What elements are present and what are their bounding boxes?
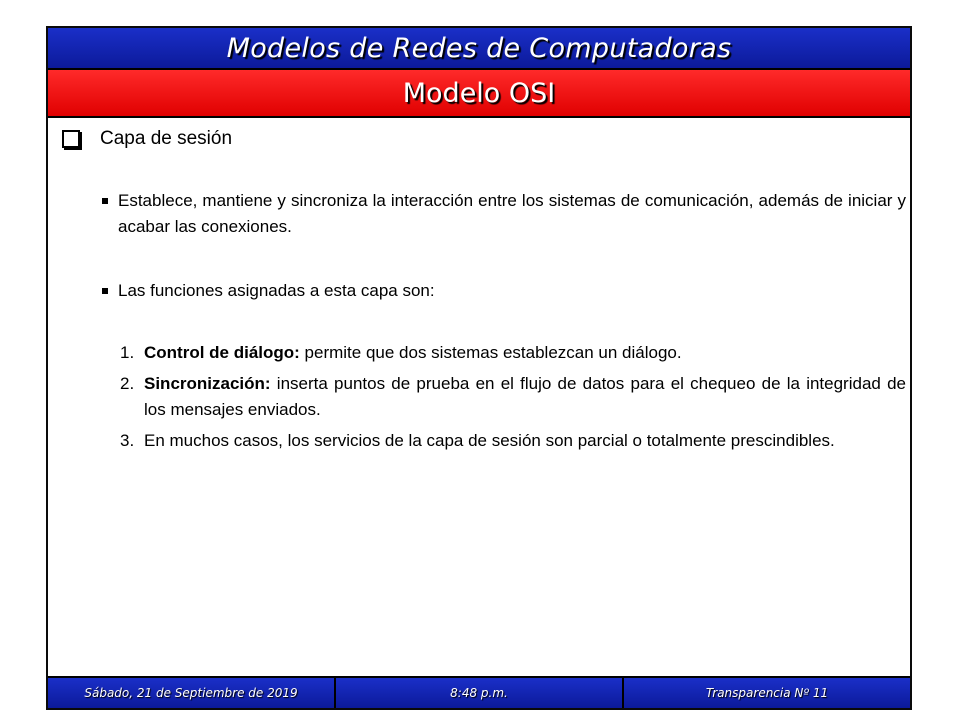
list-item-term: Sincronización: bbox=[144, 374, 271, 393]
list-item-description: En muchos casos, los servicios de la capa de sesión son parcial o totalmente prescindibles. bbox=[144, 431, 835, 450]
list-item-text bbox=[144, 428, 906, 454]
paragraph-text: Establece, mantiene y sincroniza la interacción entre los sistemas de comunicación, además de iniciar y acabar las conexiones. bbox=[118, 191, 906, 236]
checkbox-bullet-icon bbox=[62, 130, 80, 148]
list-item-text bbox=[144, 340, 906, 366]
list-item-term: Control de diálogo: bbox=[144, 343, 300, 362]
slide-content bbox=[48, 118, 910, 678]
footer-bar bbox=[48, 676, 910, 708]
square-bullet-icon bbox=[102, 288, 108, 294]
list-item bbox=[120, 371, 906, 423]
section-heading-text: Capa de sesión bbox=[100, 128, 233, 149]
list-item-text bbox=[144, 371, 906, 423]
slide-frame bbox=[46, 26, 912, 710]
slide-subtitle: Modelo OSI bbox=[402, 77, 556, 109]
bullet-paragraph bbox=[102, 278, 906, 304]
footer-date: Sábado, 21 de Septiembre de 2019 bbox=[48, 678, 336, 708]
list-item-description: permite que dos sistemas establezcan un diálogo. bbox=[299, 343, 682, 362]
list-item-number: 1. bbox=[120, 343, 135, 362]
list-item-description: inserta puntos de prueba en el flujo de datos para el chequeo de la integridad de los mensajes enviados. bbox=[144, 374, 906, 419]
list-item bbox=[120, 428, 906, 454]
square-bullet-icon bbox=[102, 198, 108, 204]
subtitle-bar bbox=[48, 70, 910, 118]
bullet-paragraph bbox=[102, 188, 906, 240]
paragraph-text: Las funciones asignadas a esta capa son: bbox=[118, 281, 435, 300]
footer-slide-number: Transparencia Nº 11 bbox=[705, 686, 829, 700]
list-item bbox=[120, 340, 906, 366]
title-bar bbox=[48, 28, 910, 70]
list-item-number: 3. bbox=[120, 431, 135, 450]
list-item-number: 2. bbox=[120, 374, 135, 393]
section-heading bbox=[62, 128, 232, 150]
footer-time: 8:48 p.m. bbox=[336, 678, 624, 708]
slide-title: Modelos de Redes de Computadoras bbox=[226, 32, 732, 64]
